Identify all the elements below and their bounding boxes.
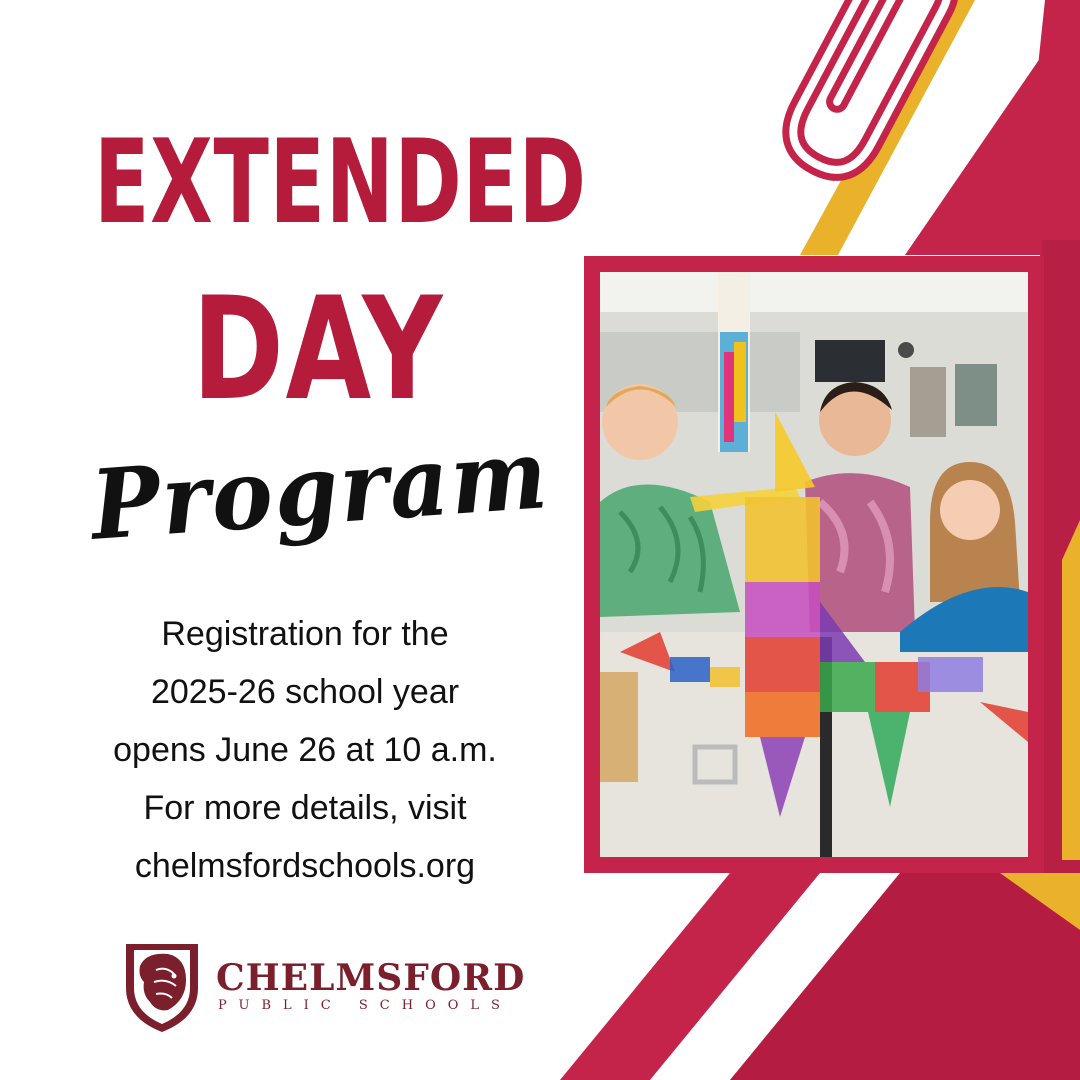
body-line-1: Registration for the [161, 615, 449, 653]
website-link[interactable]: chelmsfordschools.org [134, 847, 476, 885]
registration-info [60, 605, 550, 895]
body-line-2: 2025-26 school year [150, 673, 460, 711]
body-line-3: opens June 26 at 10 a.m. [113, 731, 497, 769]
photo-frame [584, 256, 1044, 873]
photo-illustration [600, 272, 1028, 857]
title-day: DAY [192, 267, 444, 432]
chelmsford-logo [116, 936, 536, 1036]
lion-shield-icon [116, 936, 208, 1036]
children-photo [600, 272, 1028, 857]
body-line-4: For more details, visit [143, 789, 467, 827]
logo-name: CHELMSFORD [216, 957, 526, 999]
title-program: Program [87, 417, 553, 562]
logo-subtitle: PUBLIC SCHOOLS [218, 998, 512, 1013]
title-extended: EXTENDED [94, 115, 587, 250]
